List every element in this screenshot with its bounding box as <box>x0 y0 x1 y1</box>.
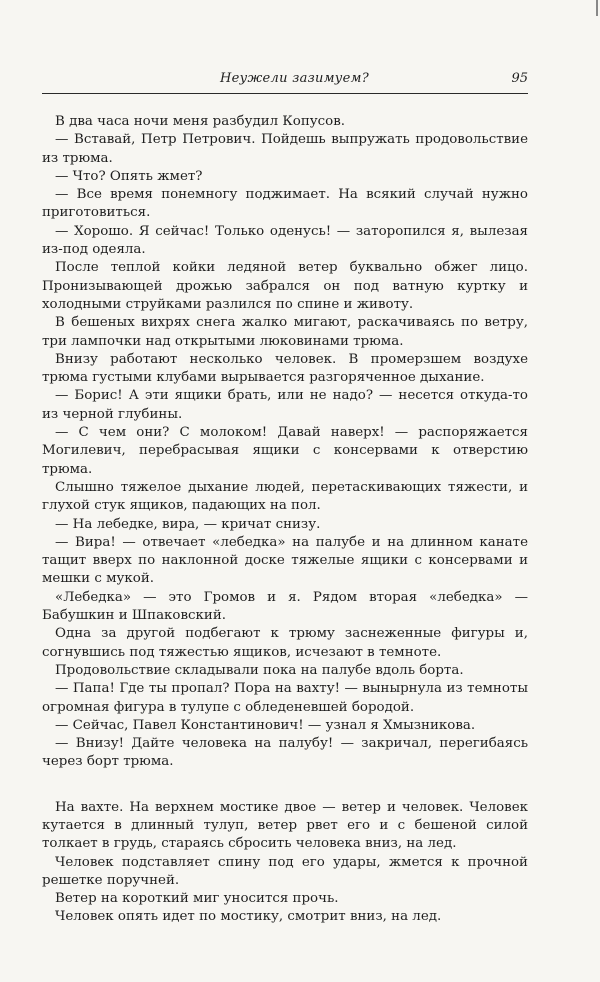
paragraph: Ветер на короткий миг уносится прочь. <box>55 891 339 907</box>
running-title: Неужели зазимуем? <box>220 71 369 86</box>
paragraph: Одна за другой подбегают к трюму заснеженные фигуры и, согнувшись под тяжестью ящиков, исчезают в темноте. <box>42 626 528 660</box>
paragraph: Продовольствие складывали пока на палубе вдоль борта. <box>55 662 464 678</box>
paragraph: — Все время понемногу поджимает. На всякий случай нужно приготовиться. <box>42 187 528 221</box>
paragraph: В два часа ночи меня разбудил Копусов. <box>55 114 346 129</box>
paragraph: После теплой койки ледяной ветер буквально обжег лицо. Пронизывающей дрожью забрался он под ватную куртку и холодными струйками разлился по спине и животу. <box>42 260 528 312</box>
paragraph: Внизу работают несколько человек. В промерзшем воздухе трюма густыми клубами вырывается разгоряченное дыхание. <box>42 351 528 386</box>
paragraph: Человек опять идет по мостику, смотрит вниз, на лед. <box>55 909 442 925</box>
paragraph: — Сейчас, Павел Константинович! — узнал я Хмызникова. <box>55 717 476 733</box>
paragraph: — Папа! Где ты пропал? Пора на вахту! — вынырнула из темноты огромная фигура в тулупе с обледеневшей бородой. <box>42 681 528 715</box>
paragraph: — Вира! — отвечает «лебедка» на палубе и на длинном канате тащит вверх по наклонной доске тяжелые ящики с консервами и мешки с мукой. <box>42 534 528 587</box>
paragraph: — Внизу! Дайте человека на палубу! — закричал, перегибаясь через борт трюма. <box>42 736 528 770</box>
paragraph: Слышно тяжелое дыхание людей, перетаскивающих тяжести, и глухой стук ящиков, падающих на пол. <box>42 479 528 514</box>
body-text <box>42 113 528 927</box>
paragraph: — С чем они? С молоком! Давай наверх! — распоряжается Могилевич, перебрасывая ящики с консервами к отверстию трюма. <box>42 425 528 477</box>
paragraph: В бешеных вихрях снега жалко мигают, раскачиваясь по ветру, три лампочки над открытыми люковинами трюма. <box>42 315 528 349</box>
page-number: 95 <box>511 71 528 86</box>
paragraph: Человек подставляет спину под его удары, жмется к прочной решетке поручней. <box>42 854 528 888</box>
paragraph: — Хорошо. Я сейчас! Только оденусь! — заторопился я, вылезая из-под одеяла. <box>42 223 528 258</box>
paragraph: «Лебедка» — это Громов и я. Рядом вторая «лебедка» — Бабушкин и Шпаковский. <box>42 589 528 624</box>
section-break <box>42 772 528 799</box>
paragraph: — Что? Опять жмет? <box>55 168 203 184</box>
paragraph: — На лебедке, вира, — кричат снизу. <box>55 516 321 532</box>
paragraph: На вахте. На верхнем мостике двое — ветер и человек. Человек кутается в длинный тулуп, ветер рвет его и с бешеной силой толкает в грудь, стараясь сбросить человека вниз, на лед. <box>42 799 528 852</box>
paragraph: — Вставай, Петр Петрович. Пойдешь выпружать продовольствие из трюма. <box>42 132 528 166</box>
paragraph: — Борис! А эти ящики брать, или не надо? — несется откуда-то из черной глубины. <box>42 388 528 422</box>
page-edge-mark <box>590 0 598 16</box>
page-header <box>42 71 528 94</box>
